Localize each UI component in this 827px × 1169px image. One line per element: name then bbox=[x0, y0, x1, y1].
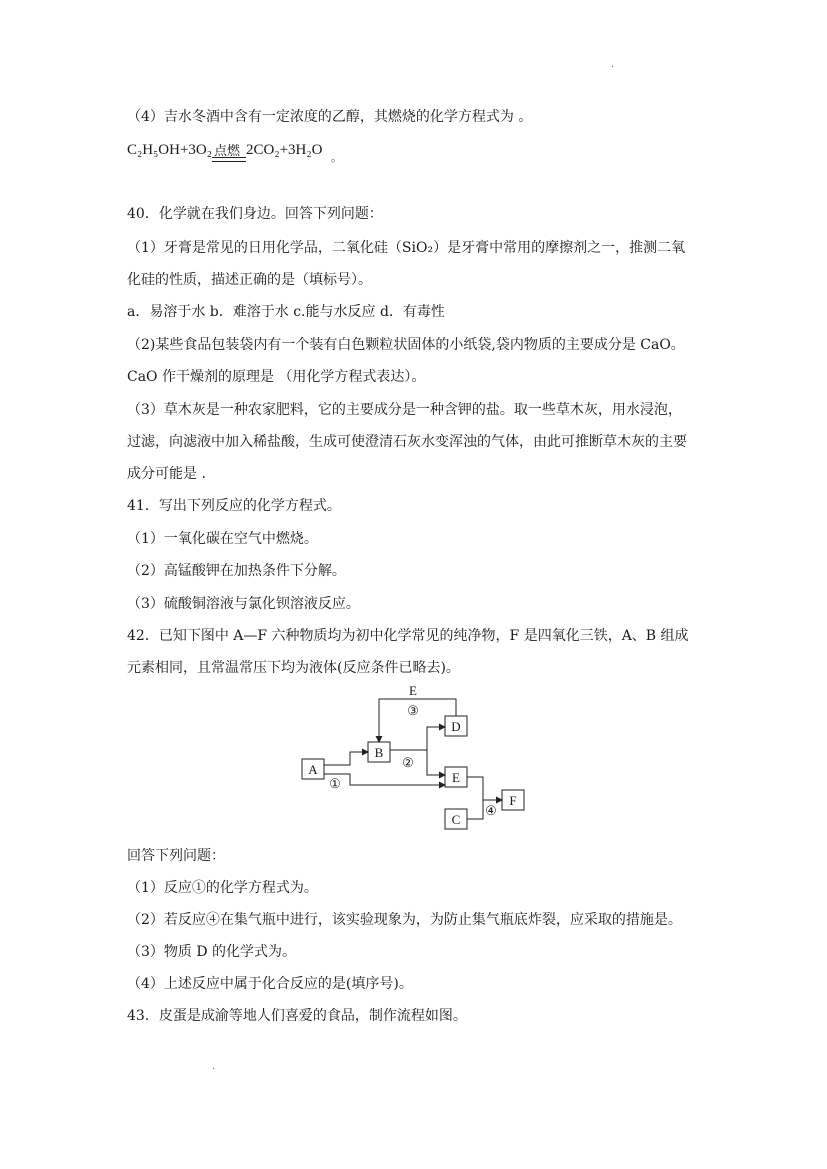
q43-title: 43．皮蛋是成渝等地人们喜爱的食品，制作流程如图。 bbox=[127, 1008, 467, 1024]
q42-answer3: （3）物质 D 的化学式为。 bbox=[127, 944, 297, 960]
q42-answer1: （1）反应①的化学方程式为。 bbox=[127, 880, 318, 896]
q42-answer2: （2）若反应④在集气瓶中进行，该实验现象为，为防止集气瓶底炸裂，应采取的措施是。 bbox=[127, 912, 682, 928]
equation-double-line bbox=[212, 156, 246, 164]
node-d-label: D bbox=[451, 719, 461, 734]
node-b-label: B bbox=[374, 745, 384, 760]
q40-part3-line3: 成分可能是 . bbox=[127, 466, 206, 482]
node-e-label: E bbox=[452, 770, 460, 785]
q41-item2: （2）高锰酸钾在加热条件下分解。 bbox=[127, 563, 346, 579]
footer-dot: · bbox=[212, 1064, 216, 1075]
q40-part1-line1: （1）牙膏是常见的日用化学品，二氧化硅（SiO₂）是牙膏中常用的摩擦剂之一，推测二氧 bbox=[127, 240, 686, 256]
q40-title: 40．化学就在我们身边。回答下列问题： bbox=[127, 206, 383, 222]
q42-title-line1: 42．已知下图中 A—F 六种物质均为初中化学常见的纯净物，F 是四氧化三铁，A、B 组成 bbox=[127, 628, 689, 644]
q41-item3: （3）硫酸铜溶液与氯化钡溶液反应。 bbox=[127, 596, 360, 612]
reaction-3-label: ③ bbox=[407, 703, 419, 718]
q40-options: a．易溶于水 b．难溶于水 c.能与水反应 d．有毒性 bbox=[127, 304, 445, 320]
reaction-1-label: ① bbox=[329, 776, 341, 791]
reaction-4-label: ④ bbox=[485, 803, 497, 818]
arrow-a-e bbox=[324, 774, 445, 785]
equation-end: 。 bbox=[331, 152, 342, 164]
top-e-label: E bbox=[409, 684, 417, 698]
q39-part4: （4）吉水冬酒中含有一定浓度的乙醇，其燃烧的化学方程式为 。 bbox=[127, 109, 533, 125]
header-dot: · bbox=[611, 62, 615, 73]
q42-answer-intro: 回答下列问题： bbox=[127, 848, 225, 864]
q40-part2-line2: CaO 作干燥剂的原理是 （用化学方程式表达）。 bbox=[127, 369, 426, 385]
node-f-label: F bbox=[509, 793, 517, 808]
q41-title: 41．写出下列反应的化学方程式。 bbox=[127, 498, 341, 514]
equation-reactant: C₂H₅OH+3O₂ bbox=[127, 142, 212, 158]
arrow-b-d bbox=[427, 727, 445, 750]
q41-item1: （1）一氧化碳在空气中燃烧。 bbox=[127, 531, 318, 547]
reaction-2-label: ② bbox=[402, 755, 414, 770]
q42-answer4: （4）上述反应中属于化合反应的是(填序号)。 bbox=[127, 976, 413, 992]
equation-product: 2CO₂+3H₂O bbox=[246, 142, 323, 158]
q40-part2-line1: （2)某些食品包装袋内有一个装有白色颗粒状固体的小纸袋,袋内物质的主要成分是 CaO。 bbox=[127, 337, 685, 353]
arrow-b-e bbox=[427, 750, 445, 775]
q40-part3-line1: （3）草木灰是一种农家肥料，它的主要成分是一种含钾的盐。取一些草木灰，用水浸泡， bbox=[127, 402, 682, 418]
arrow-a-b bbox=[324, 752, 368, 765]
q42-title-line2: 元素相同，且常温常压下均为液体(反应条件已略去)。 bbox=[127, 660, 460, 676]
equation-condition: 点燃 bbox=[214, 144, 241, 159]
q40-part3-line2: 过滤，向滤液中加入稀盐酸，生成可使澄清石灰水变浑浊的气体，由此可推断草木灰的主要 bbox=[127, 434, 687, 450]
q40-part1-line2: 化硅的性质，描述正确的是（填标号）。 bbox=[127, 272, 372, 288]
node-c-label: C bbox=[451, 812, 461, 827]
reaction-diagram bbox=[295, 684, 535, 834]
bracket-e-c bbox=[467, 777, 483, 819]
node-a-label: A bbox=[308, 762, 318, 777]
